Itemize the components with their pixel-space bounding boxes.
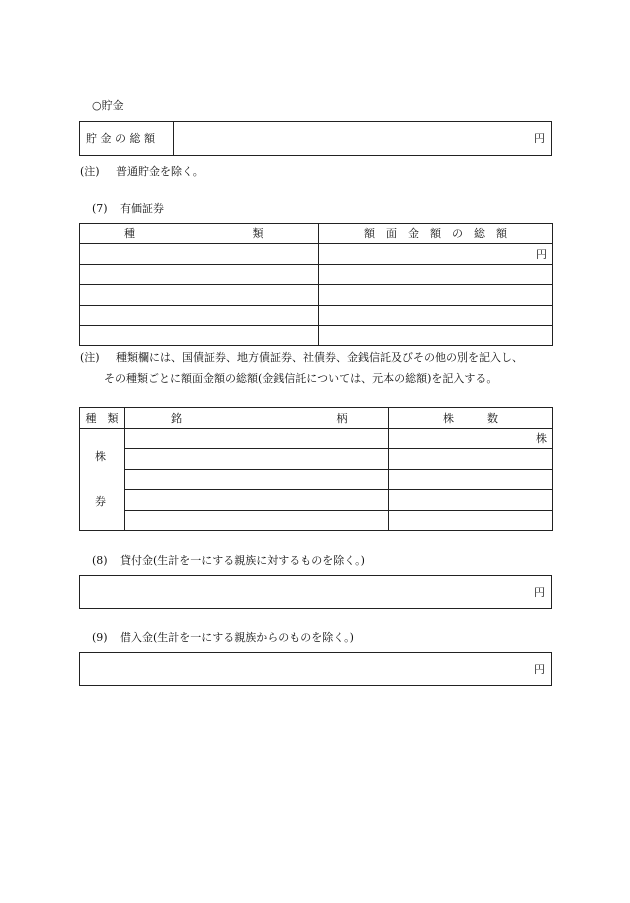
- table-row: [80, 326, 553, 346]
- header-amount: 額 面 金 額 の 総 額: [319, 224, 553, 244]
- table-row: [80, 470, 553, 490]
- table-row: [80, 306, 553, 326]
- borrowings-heading: 借入金(生計を一にする親族からのものを除く。): [120, 631, 354, 644]
- table-row: [80, 429, 553, 449]
- stock-kind-char1: 株: [95, 450, 106, 463]
- table-row: [80, 244, 553, 265]
- securities-kind-cell[interactable]: [80, 285, 319, 306]
- header-brand: [125, 408, 389, 429]
- loans-heading: 貸付金(生計を一にする親族に対するものを除く。): [120, 554, 365, 567]
- yen-unit: 円: [534, 132, 545, 145]
- savings-total-field[interactable]: [174, 122, 551, 155]
- stock-brand-cell[interactable]: [125, 511, 389, 531]
- securities-amount-cell[interactable]: [319, 265, 553, 285]
- header-kind: 種 類: [80, 408, 125, 429]
- loans-field[interactable]: [79, 575, 552, 609]
- securities-amount-cell[interactable]: [319, 285, 553, 306]
- stock-shares-cell[interactable]: [389, 490, 553, 511]
- note-prefix: (注): [80, 165, 100, 178]
- securities-kind-cell[interactable]: [80, 326, 319, 346]
- securities-kind-cell[interactable]: [80, 244, 319, 265]
- table-row: [80, 511, 553, 531]
- stock-shares-cell[interactable]: [389, 470, 553, 490]
- yen-unit: 円: [534, 663, 545, 676]
- shares-unit: 株: [536, 432, 547, 445]
- table-row: [80, 449, 553, 470]
- securities-table: [79, 223, 553, 346]
- table-header-row: [80, 224, 553, 244]
- stock-brand-cell[interactable]: [125, 429, 389, 449]
- yen-unit: 円: [534, 586, 545, 599]
- securities-heading: 有価証券: [120, 202, 164, 215]
- savings-total-label: 貯 金 の 総 額: [86, 132, 155, 145]
- securities-kind-cell[interactable]: [80, 306, 319, 326]
- section-number: (7): [92, 202, 108, 215]
- table-header-row: [80, 408, 553, 429]
- header-kind-char2: 類: [252, 227, 264, 240]
- stocks-kind-cell: [80, 429, 125, 531]
- header-kind-char1: 種: [124, 227, 135, 240]
- stock-shares-cell[interactable]: [389, 511, 553, 531]
- savings-heading: ○貯金: [92, 99, 124, 112]
- table-row: [80, 490, 553, 511]
- table-row: [80, 285, 553, 306]
- securities-note-line2: その種類ごとに額面金額の総額(金銭信託については、元本の総額)を記入する。: [104, 372, 498, 385]
- stock-brand-cell[interactable]: [125, 449, 389, 470]
- stock-shares-cell[interactable]: [389, 429, 553, 449]
- note-prefix: (注): [80, 351, 100, 364]
- securities-amount-cell[interactable]: [319, 306, 553, 326]
- header-brand-char1: 銘: [171, 411, 182, 425]
- securities-amount-cell[interactable]: [319, 326, 553, 346]
- stock-brand-cell[interactable]: [125, 490, 389, 511]
- stocks-table: [79, 407, 553, 531]
- securities-kind-cell[interactable]: [80, 265, 319, 285]
- header-kind: [80, 224, 319, 244]
- securities-amount-cell[interactable]: [319, 244, 553, 265]
- section-number: (9): [92, 631, 108, 644]
- stock-brand-cell[interactable]: [125, 470, 389, 490]
- section-number: (8): [92, 554, 108, 567]
- savings-total-box: [79, 121, 552, 156]
- table-row: [80, 265, 553, 285]
- stock-shares-cell[interactable]: [389, 449, 553, 470]
- stock-kind-char2: 券: [95, 495, 106, 508]
- header-brand-char2: 柄: [336, 411, 348, 425]
- borrowings-field[interactable]: [79, 652, 552, 686]
- header-shares: 株 数: [389, 408, 553, 429]
- savings-note: 普通貯金を除く。: [116, 165, 204, 178]
- yen-unit: 円: [536, 247, 547, 261]
- securities-note-line1: 種類欄には、国債証券、地方債証券、社債券、金銭信託及びその他の別を記入し、: [116, 351, 523, 364]
